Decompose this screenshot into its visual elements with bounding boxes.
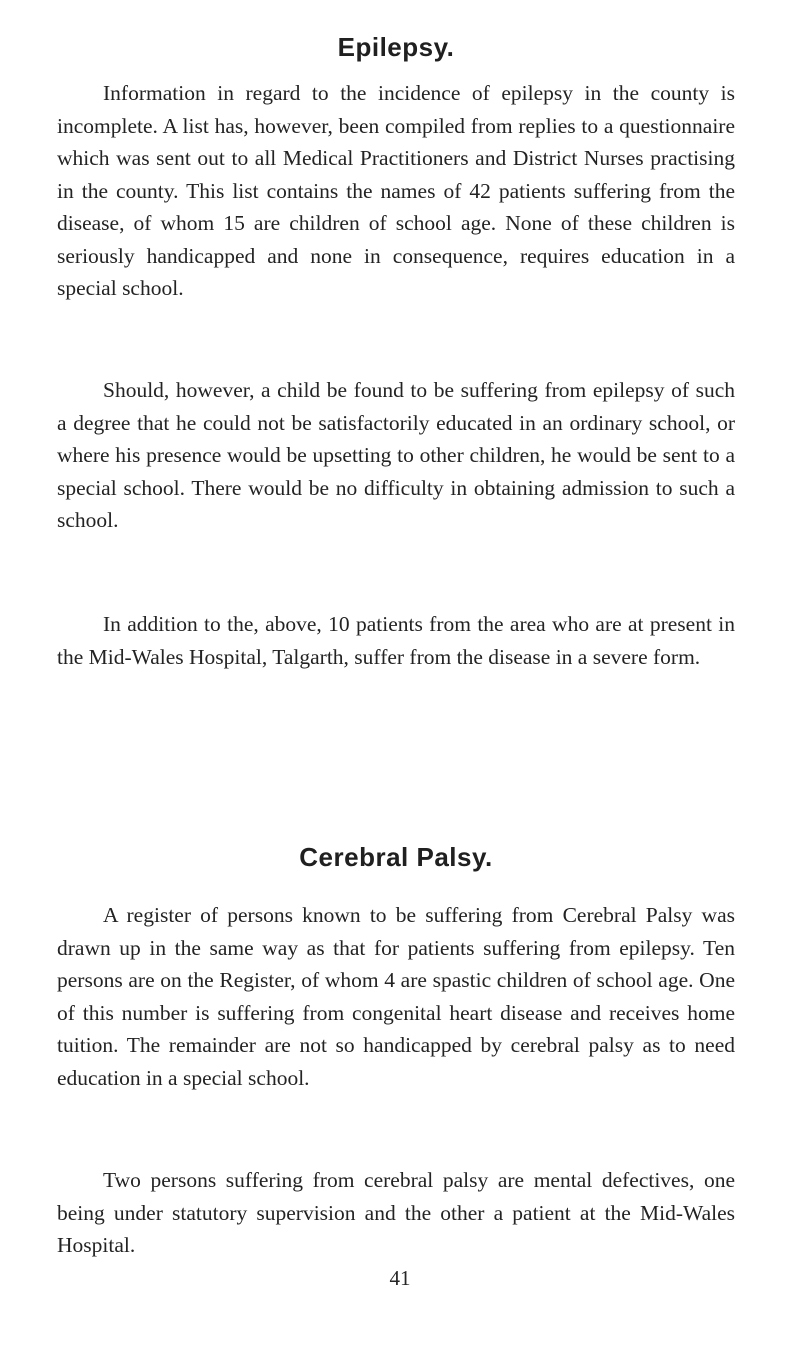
epilepsy-paragraph-1: Information in regard to the incidence of epilepsy in the county is incomplete. A list has, however, been compiled from replies to a questionnaire which was sent out to all Medical Practitioners and District Nurses practising in the county. This list contains the names of 42 patients suffering from the disease, of whom 15 are children of school age. None of these children is seriously handicapped and none in consequence, requires education in a special school. bbox=[57, 81, 735, 300]
epilepsy-paragraph-3: In addition to the, above, 10 patients from the area who are at present in the Mid-Wales Hospital, Talgarth, suffer from the disease in a severe form. bbox=[57, 612, 735, 669]
cerebral-palsy-paragraph-1: A register of persons known to be suffering from Cerebral Palsy was drawn up in the same way as that for patients suffering from epilepsy. Ten persons are on the Register, of whom 4 are spastic children of school age. One of this number is suffering from congenital heart disease and receives home tuition. The remainder are not so handicapped by cerebral palsy as to need education in a special school. bbox=[57, 903, 735, 1090]
page-number: 41 bbox=[389, 1266, 411, 1290]
epilepsy-paragraph-2: Should, however, a child be found to be suffering from epilepsy of such a degree that he could not be satisfactorily educated in an ordinary school, or where his presence would be upsetting to other children, he would be sent to a special school. There would be no difficulty in obtaining admission to such a school. bbox=[57, 378, 735, 532]
section-heading-cerebral-palsy: Cerebral Palsy. bbox=[299, 842, 493, 872]
section-heading-epilepsy: Epilepsy. bbox=[337, 32, 455, 62]
cerebral-palsy-paragraph-2: Two persons suffering from cerebral palsy are mental defectives, one being under statutory supervision and the other a patient at the Mid-Wales Hospital. bbox=[57, 1168, 735, 1257]
